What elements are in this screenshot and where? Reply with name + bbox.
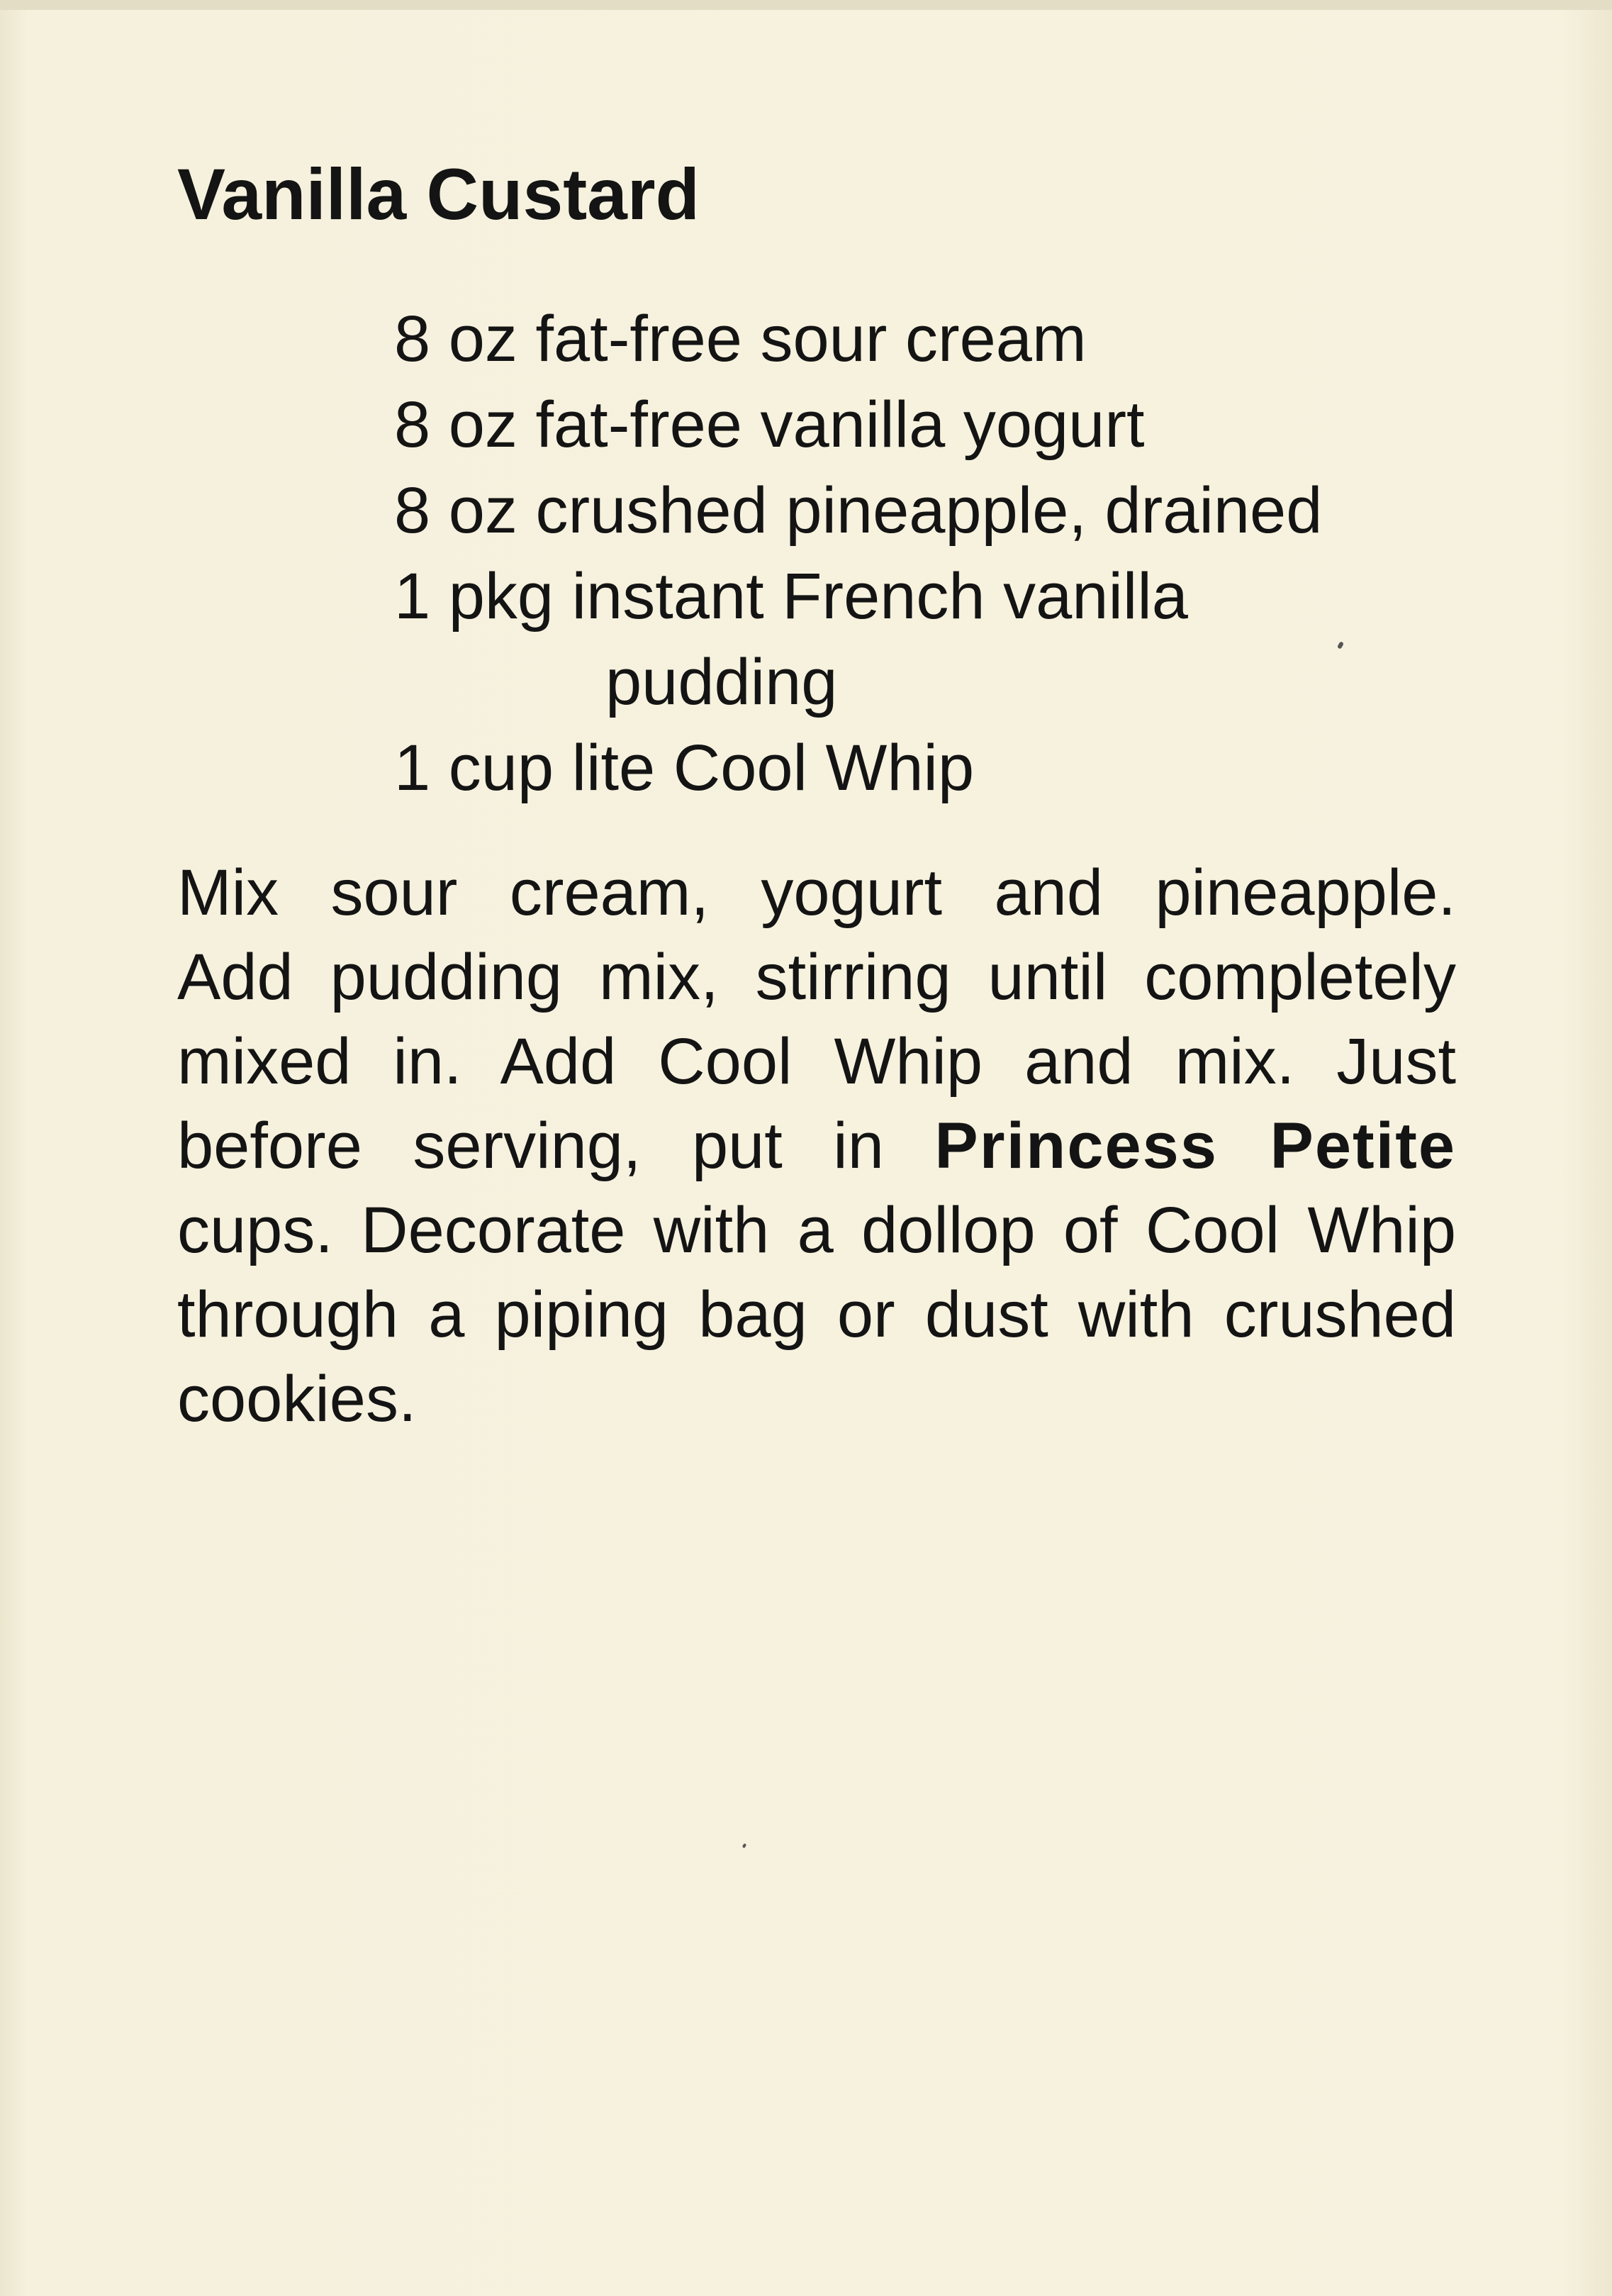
brand-name: Princess Petite — [934, 1110, 1456, 1182]
directions-line: cups. Decorate with a dollop of Cool Whip — [177, 1194, 1456, 1266]
directions-line — [177, 1104, 1456, 1188]
directions-paragraph — [177, 851, 1456, 1442]
ingredient-item: 1 pkg instant French vanilla — [394, 560, 1188, 632]
directions-line: mixed in. Add Cool Whip and mix. Just — [177, 1025, 1456, 1098]
ingredients-list — [394, 296, 1322, 811]
directions-line: Add pudding mix, stirring until completely — [177, 941, 1456, 1013]
ingredient-item: 8 oz fat-free vanilla yogurt — [394, 389, 1145, 461]
ink-speck — [1337, 641, 1344, 650]
ingredient-item: 8 oz fat-free sour cream — [394, 303, 1087, 375]
directions-line: Mix sour cream, yogurt and pineapple. — [177, 857, 1456, 929]
ink-speck — [742, 1843, 746, 1848]
directions-text: before serving, put in — [177, 1110, 884, 1182]
directions-line: through a piping bag or dust with crushed — [177, 1278, 1456, 1351]
ingredient-item: 1 cup lite Cool Whip — [394, 732, 975, 804]
directions-line: cookies. — [177, 1363, 417, 1435]
ingredient-item-continuation: pudding — [605, 646, 838, 718]
recipe-title: Vanilla Custard — [177, 154, 700, 235]
ingredient-item: 8 oz crushed pineapple, drained — [394, 474, 1323, 547]
page-top-edge — [0, 0, 1612, 10]
